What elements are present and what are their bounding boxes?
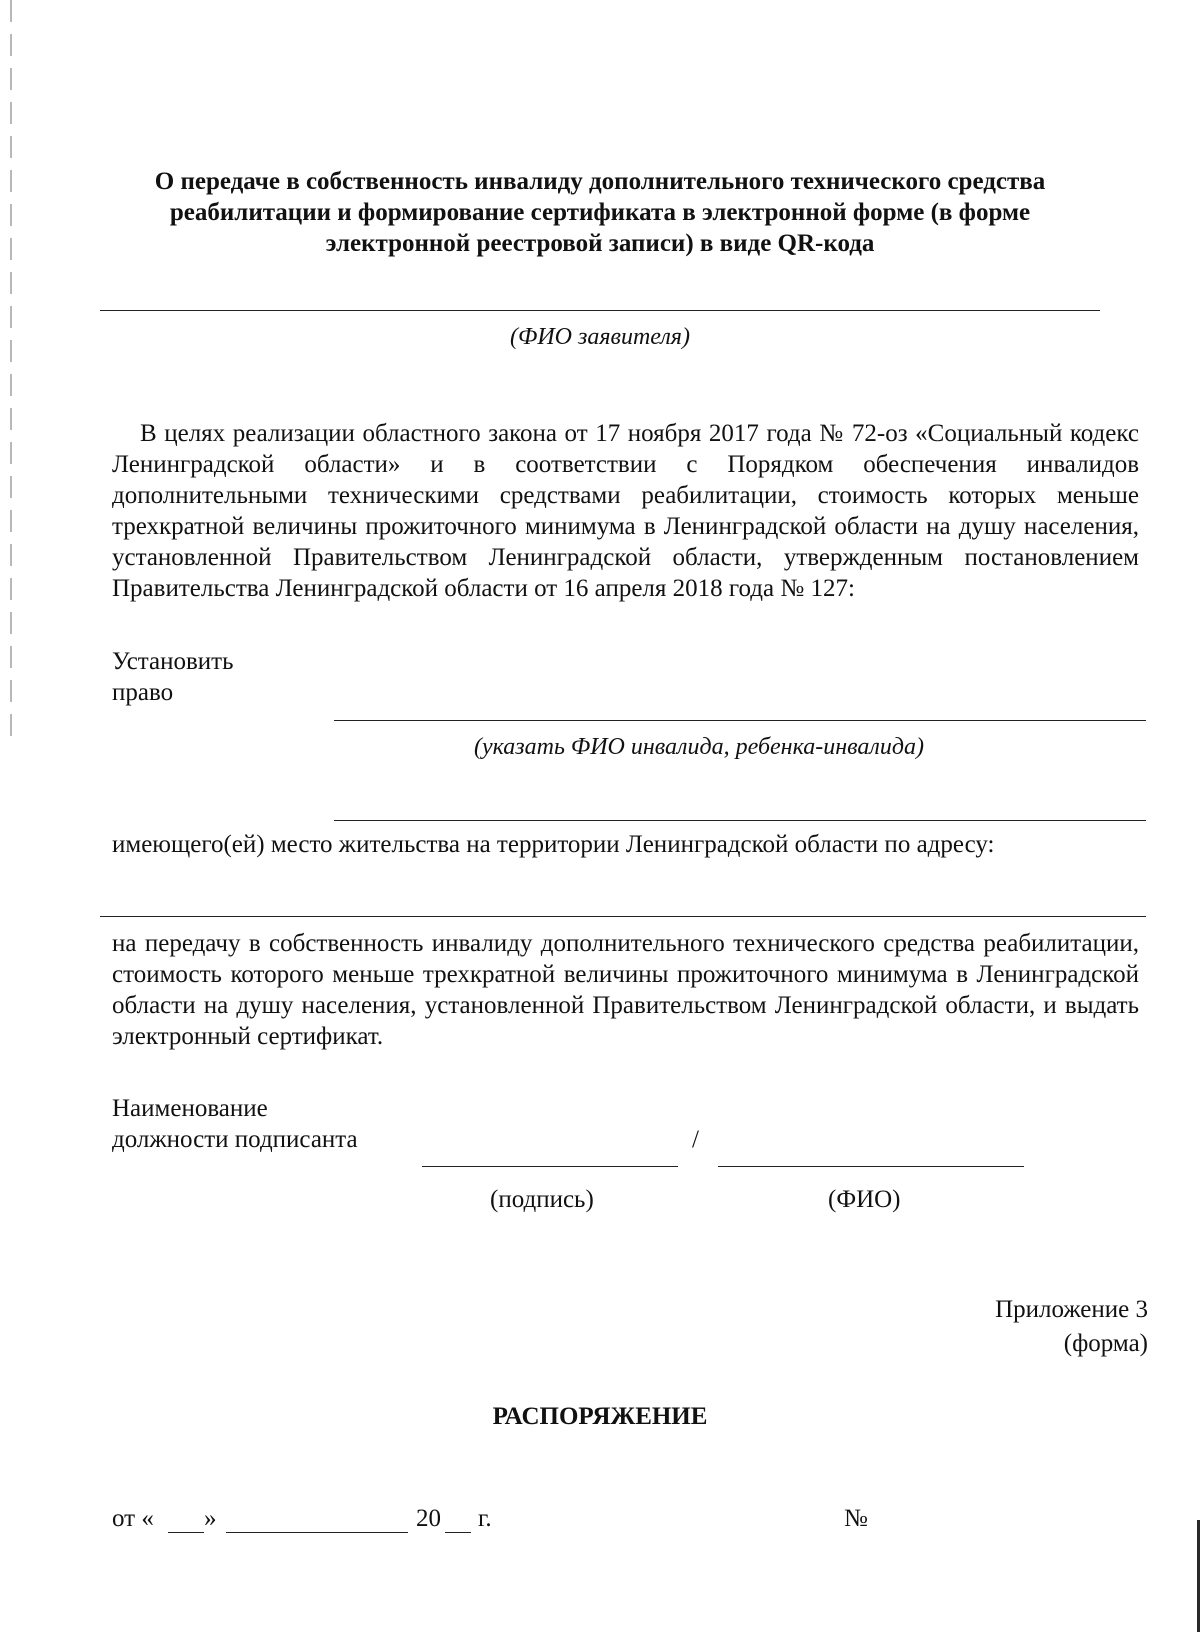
establish-label: Установить [112, 648, 234, 675]
year-prefix: 20 [416, 1505, 441, 1532]
signer-name-caption: (ФИО) [828, 1186, 901, 1213]
disabled-person-name-line [334, 720, 1146, 721]
right-label: право [112, 679, 174, 706]
month-blank-line [226, 1532, 408, 1533]
disabled-person-caption: (указать ФИО инвалида, ребенка-инвалида) [474, 734, 924, 760]
slash-separator: / [692, 1126, 699, 1153]
residence-text: имеющего(ей) место жительства на территории Ленинградской области по адресу: [112, 831, 995, 858]
scan-left-edge [10, 0, 12, 740]
address-line [100, 916, 1146, 917]
signature-line [422, 1166, 678, 1167]
date-quote-close: » [204, 1505, 217, 1532]
appendix-form: (форма) [1063, 1330, 1148, 1357]
appendix-block [995, 1293, 1148, 1361]
disabled-person-extra-line [334, 820, 1146, 821]
signatory-title-line2: должности подписанта [112, 1126, 358, 1153]
signature-caption: (подпись) [490, 1186, 594, 1213]
signatory-title-line1: Наименование [112, 1095, 268, 1122]
signer-name-line [718, 1166, 1024, 1167]
preamble-paragraph: В целях реализации областного закона от 17 ноября 2017 года № 72-оз «Социальный кодекс Ленинградской области» и в соответствии с Порядком обеспечения инвалидов дополнительными техническими средствами реабилитации, стоимость которых меньше трехкратной величины прожиточного минимума в Ленинградской области на душу населения, установленной Правительством Ленинградской области, утвержденным постановлением Правительства Ленинградской области от 16 апреля 2018 года № 127: [112, 420, 1139, 602]
number-sign: № [844, 1505, 868, 1532]
year-suffix: г. [478, 1505, 492, 1532]
decree-title: О передаче в собственность инвалиду дополнительного технического средства реабилитации и формирование сертификата в электронной форме (в форме электронной реестровой записи) в виде QR-кода [154, 168, 1046, 257]
applicant-name-line [100, 310, 1100, 311]
transfer-paragraph: на передачу в собственность инвалиду дополнительного технического средства реабилитации, стоимость которого меньше трехкратной величины прожиточного минимума в Ленинградской области на душу населения, установленной Правительством Ленинградской области, и выдать электронный сертификат. [112, 930, 1139, 1050]
appendix-label: Приложение 3 [995, 1296, 1148, 1323]
day-blank-line [168, 1532, 204, 1533]
date-prefix: от « [112, 1505, 154, 1532]
year-blank-line [445, 1532, 471, 1533]
order-heading: РАСПОРЯЖЕНИЕ [492, 1403, 708, 1430]
applicant-caption: (ФИО заявителя) [510, 324, 690, 350]
